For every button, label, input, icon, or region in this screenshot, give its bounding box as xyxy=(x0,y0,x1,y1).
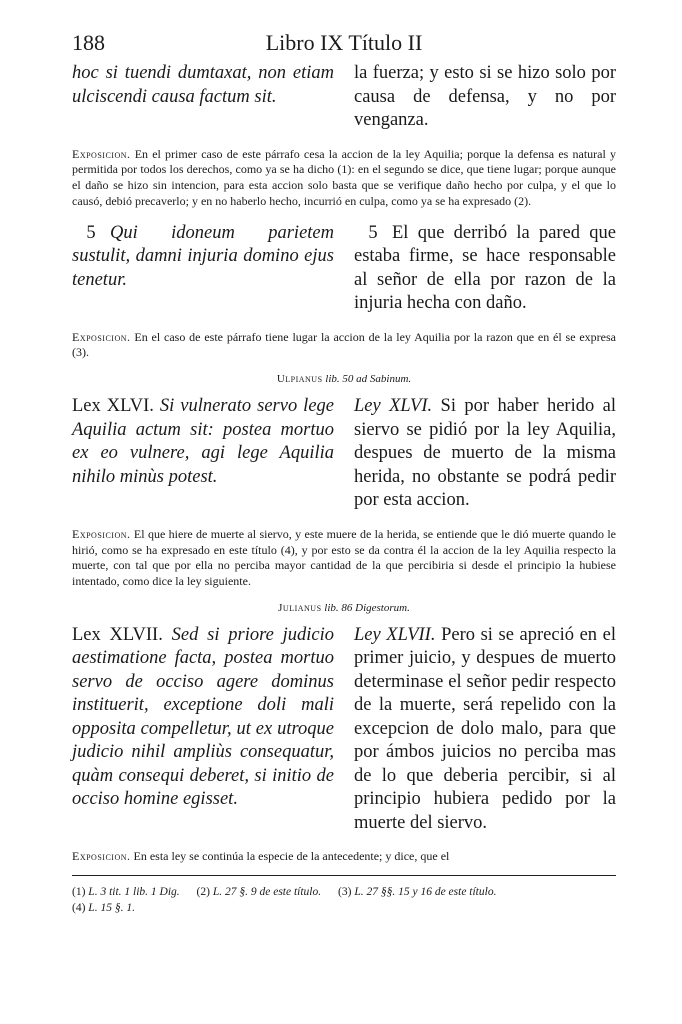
source-citation xyxy=(72,373,616,385)
source-work: lib. 50 ad Sabinum. xyxy=(325,373,412,386)
paragraph-pair-continued xyxy=(72,62,616,133)
exposition-label: Exposicion. xyxy=(72,849,131,864)
latin-text: Qui idoneum parietem sustulit, damni injuria domino ejus tenetur. xyxy=(72,222,334,290)
spanish-paragraph xyxy=(354,222,616,316)
exposition xyxy=(72,147,616,210)
law-label: Lex XLVII. xyxy=(72,624,163,645)
footnote-text: L. 3 tit. 1 lib. 1 Dig. xyxy=(88,886,180,899)
footnotes xyxy=(72,876,616,916)
spanish-text: Pero si se apreció en el primer juicio, y despues de muerto determinase el señor pedir respecto de la muerte, será repelido con la excepcion de dolo malo, para que por ámbos juicios no perciba mas de lo que deberia percibir, si al principio hubiera pedido por la muerte del siervo. xyxy=(354,624,616,833)
spanish-law xyxy=(354,395,616,513)
law-pair-47 xyxy=(72,624,616,836)
latin-paragraph xyxy=(72,222,334,316)
source-work: lib. 86 Digestorum. xyxy=(324,601,410,614)
source-author: Ulpianus xyxy=(276,373,323,386)
exposition xyxy=(72,330,616,362)
law-label: Ley XLVI. xyxy=(354,396,433,417)
law-pair-46 xyxy=(72,395,616,513)
exposition-text: El que hiere de muerte al siervo, y este muere de la herida, se entiende que le dió muerte quando le hirió, como se ha expresado en este título (4), y por esto se da contra él la accion de la ley Aquilia respecto la muerte, con tal que por ella no perciba mayor cantidad de la que percibiria si desde el principio la hubiese intentado, como dice la ley siguiente. xyxy=(72,526,616,589)
spanish-text: Si por haber herido al siervo se pidió por la ley Aquilia, despues de muerto de la misma herida, no obstante se podrá pedir por esta accion. xyxy=(354,396,616,511)
exposition-text: En esta ley se continúa la especie de la antecedente; y dice, que el xyxy=(133,849,450,864)
footnote-1 xyxy=(72,886,183,898)
footnote-3 xyxy=(338,886,496,898)
footnote-text: L. 27 §§. 15 y 16 de este título. xyxy=(354,886,497,899)
page-number: 188 xyxy=(72,30,105,55)
spanish-law xyxy=(354,624,616,836)
latin-law xyxy=(72,395,334,513)
footnote-mark: (4) xyxy=(72,902,86,915)
latin-law xyxy=(72,624,334,836)
footnote-text: L. 15 §. 1. xyxy=(88,902,135,915)
source-author: Julianus xyxy=(278,601,322,614)
latin-text: Sed si priore judicio aestimatione facta, postea mortuo servo de occiso agere dominus instituerit, exceptione doli mali opposita compelletur, ut ex utroque judicio nihil ampliùs consequatur, quàm consequi deberet, si initio de occiso homine egisset. xyxy=(72,624,335,810)
footnote-text: L. 27 §. 9 de este título. xyxy=(212,886,322,899)
latin-text: hoc si tuendi dumtaxat, non etiam ulciscendi causa factum sit. xyxy=(72,63,334,107)
paragraph-pair-5 xyxy=(72,222,616,316)
footnote-mark: (3) xyxy=(338,886,352,899)
latin-text: Si vulnerato servo lege Aquilia actum sit: postea mortuo ex eo vulnere, agi lege Aquilia nihilo minùs potest. xyxy=(72,396,334,487)
source-citation xyxy=(72,602,616,614)
paragraph-number: 5 xyxy=(86,222,96,243)
exposition-text: En el caso de este párrafo tiene lugar la accion de la ley Aquilia por la razon que en él se expresa (3). xyxy=(72,329,617,360)
footnote-2 xyxy=(197,886,324,898)
exposition-label: Exposicion. xyxy=(72,329,131,344)
exposition-text: En el primer caso de este párrafo cesa la accion de la ley Aquilia; porque la defensa es natural y permitida por todos los derechos, como ya se ha dicho (1): en el segundo se dice, que tiene lugar; porque aunque el daño se hizo sin intencion, para esta accion solo basta que se verifique daño hecho por culpa, y el que lo causó, debió precaverlo; y en no haberlo hecho, incurrió en culpa, como ya se ha expresado (2). xyxy=(72,146,617,208)
exposition-label: Exposicion. xyxy=(72,146,131,161)
running-head xyxy=(72,26,616,62)
spanish-text: El que derribó la pared que estaba firme, se hace responsable al señor de ella por razon de la injuria hecha con daño. xyxy=(354,222,616,314)
law-label: Lex XLVI. xyxy=(72,396,154,417)
footnote-4 xyxy=(72,902,135,914)
footnote-mark: (2) xyxy=(196,886,210,899)
exposition xyxy=(72,849,616,865)
footnote-mark: (1) xyxy=(72,886,86,899)
page xyxy=(72,26,616,916)
exposition-label: Exposicion. xyxy=(72,526,131,541)
paragraph-number: 5 xyxy=(368,222,378,243)
exposition xyxy=(72,527,616,590)
law-label: Ley XLVII. xyxy=(354,624,436,645)
page-title: Libro IX Título II xyxy=(265,30,423,55)
spanish-text: la fuerza; y esto si se hizo solo por causa de defensa, y no por venganza. xyxy=(354,63,616,130)
